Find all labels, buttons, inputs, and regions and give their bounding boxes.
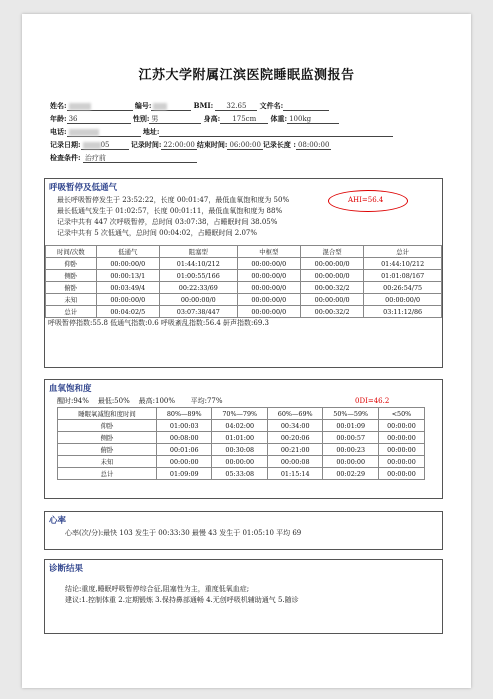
table-cell: 00:00:00	[378, 468, 424, 480]
id-value	[151, 101, 191, 111]
table-cell: 00:00:32/2	[300, 306, 363, 318]
table-header-cell: 60%—69%	[267, 408, 322, 420]
table-cell: 00:00:00	[157, 456, 212, 468]
name-label: 姓名:	[50, 101, 67, 110]
spo2-average: 平均:77%	[190, 397, 223, 405]
table-cell: 00:34:00	[267, 420, 322, 432]
table-cell: 00:30:08	[212, 444, 267, 456]
redacted-mark	[69, 129, 99, 136]
table-row	[58, 444, 425, 456]
table-row	[58, 420, 425, 432]
height-label: 身高:	[203, 114, 221, 123]
table-header-cell: 总计	[364, 246, 442, 258]
table-header-cell: 70%—79%	[212, 408, 267, 420]
table-header-cell: 中枢型	[237, 246, 300, 258]
redacted-mark	[83, 142, 101, 149]
table-cell: 00:00:00/0	[237, 270, 300, 282]
table-cell: 01:00:55/166	[159, 270, 237, 282]
resp-indices: 呼吸暂停指数:55.8 低通气指数:0.6 呼吸紊乱指数:56.4 鼾声指数:69.3	[48, 319, 269, 327]
bmi-value: 32.65	[215, 101, 257, 111]
table-cell: 仰卧	[58, 420, 157, 432]
spo2-highest: 最高:100%	[138, 397, 176, 405]
table-row	[46, 294, 442, 306]
ahi-value: AHI=56.4	[348, 196, 384, 204]
table-cell: 00:20:06	[267, 432, 322, 444]
info-row-4	[50, 140, 450, 150]
table-cell: 00:00:00/0	[96, 258, 159, 270]
height-value: 175cm	[220, 114, 268, 124]
table-cell: 03:07:38/447	[159, 306, 237, 318]
table-row	[58, 432, 425, 444]
table-header-cell: 睡眠氧减饱和度时间	[58, 408, 157, 420]
date-value: 05	[81, 140, 129, 150]
table-cell: 00:00:00	[378, 444, 424, 456]
sex-value: 男	[149, 114, 201, 124]
table-cell: 00:00:00/0	[300, 258, 363, 270]
table-cell: 00:00:00/0	[237, 306, 300, 318]
table-cell: 00:26:54/75	[364, 282, 442, 294]
table-cell: 00:00:00	[378, 456, 424, 468]
table-cell: 00:00:00/0	[96, 294, 159, 306]
spo2-section	[44, 379, 443, 499]
table-cell: 00:00:00/0	[237, 258, 300, 270]
table-cell: 00:02:29	[323, 468, 378, 480]
age-label: 年龄:	[50, 114, 67, 123]
spo2-table	[57, 407, 425, 480]
diagnosis-conclusion: 结论:重度,睡眠呼吸暂停综合征,阻塞性为主，重度低氧血症;	[65, 585, 250, 593]
table-cell: 01:01:08/167	[364, 270, 442, 282]
table-cell: 00:00:57	[323, 432, 378, 444]
table-cell: 05:33:08	[212, 468, 267, 480]
table-cell: 00:08:00	[157, 432, 212, 444]
odi-value: 0DI=46.2	[355, 397, 390, 405]
age-value: 36	[67, 114, 131, 124]
redacted-mark	[153, 103, 167, 110]
info-row-2	[50, 114, 450, 124]
table-header-cell: 阻塞型	[159, 246, 237, 258]
file-label: 文件名:	[259, 101, 284, 110]
table-cell: 侧卧	[58, 432, 157, 444]
table-cell: 仰卧	[46, 258, 97, 270]
table-cell: 00:00:00	[378, 432, 424, 444]
table-cell: 01:00:03	[157, 420, 212, 432]
table-cell: 总计	[46, 306, 97, 318]
bmi-label: BMI:	[193, 101, 214, 110]
table-cell: 04:02:00	[212, 420, 267, 432]
address-label: 地址:	[142, 127, 160, 136]
diagnosis-advice: 建议:1.控制体重 2.定期锻炼 3.保持鼻部通畅 4.无创呼吸机辅助通气 5.随诊	[65, 596, 299, 604]
table-cell: 俯卧	[58, 444, 157, 456]
heart-rate-section	[44, 511, 443, 550]
table-cell: 01:01:00	[212, 432, 267, 444]
table-cell: 00:00:00	[212, 456, 267, 468]
diagnosis-heading: 诊断结果	[49, 564, 84, 574]
resp-line-2: 最长低通气发生于 01:02:57，长度 00:01:11，最低血氧饱和度为 88%	[57, 207, 283, 215]
id-label: 编号:	[134, 101, 152, 110]
table-cell: 00:04:02/5	[96, 306, 159, 318]
table-cell: 未知	[46, 294, 97, 306]
table-cell: 00:21:00	[267, 444, 322, 456]
table-row	[58, 456, 425, 468]
table-cell: 01:44:10/212	[159, 258, 237, 270]
file-value	[283, 101, 329, 111]
spo2-summary	[45, 396, 442, 407]
table-cell: 00:00:00/0	[300, 270, 363, 282]
rec-len-value: 08:00:00	[297, 141, 330, 149]
table-header-cell: 时间/次数	[46, 246, 97, 258]
table-header-cell: 混合型	[300, 246, 363, 258]
spo2-awake: 醒时:94%	[57, 397, 89, 405]
resp-line-3: 记录中共有 447 次呼吸暂停，总时间 03:07:38，占睡眠时间 38.05%	[57, 218, 278, 226]
redacted-mark	[69, 103, 91, 110]
table-cell: 俯卧	[46, 282, 97, 294]
spo2-heading: 血氧饱和度	[49, 384, 92, 394]
table-cell: 侧卧	[46, 270, 97, 282]
table-cell: 01:09:09	[157, 468, 212, 480]
heart-rate-line: 心率(次/分):最快 103 发生于 00:33:30 最慢 43 发生于 01:05:10 平均 69	[65, 529, 302, 537]
table-header-row	[46, 246, 442, 258]
table-cell: 01:15:14	[267, 468, 322, 480]
table-cell: 01:44:10/212	[364, 258, 442, 270]
weight-value: 100kg	[287, 114, 339, 124]
date-label: 记录日期:	[50, 140, 81, 149]
table-cell: 00:00:00/0	[237, 282, 300, 294]
rec-time-value: 22:00:00	[163, 141, 195, 149]
table-cell: 00:00:32/2	[300, 282, 363, 294]
resp-line-4: 记录中共有 5 次低通气，总时间 00:04:02，占睡眠时间 2.07%	[57, 229, 258, 237]
table-row	[46, 258, 442, 270]
table-cell: 00:00:00/0	[364, 294, 442, 306]
table-cell: 00:00:00	[323, 456, 378, 468]
table-cell: 00:00:00	[378, 420, 424, 432]
respiration-table	[45, 245, 442, 318]
table-cell: 未知	[58, 456, 157, 468]
rec-len-label: 记录长度 :	[262, 140, 296, 149]
report-title: 江苏大学附属江滨医院睡眠监测报告	[138, 68, 355, 83]
info-row-1	[50, 101, 450, 111]
table-cell: 00:00:00/0	[159, 294, 237, 306]
table-row	[58, 468, 425, 480]
info-row-3	[50, 127, 450, 137]
table-row	[46, 270, 442, 282]
rec-time-label: 记录时间:	[130, 140, 162, 149]
table-row	[46, 306, 442, 318]
exam-label: 检查条件:	[50, 153, 81, 162]
address-value	[159, 127, 393, 137]
resp-line-1: 最长呼吸暂停发生于 23:52:22，长度 00:01:47，最低血氧饱和度为 50%	[57, 196, 290, 204]
table-cell: 总计	[58, 468, 157, 480]
table-row	[46, 282, 442, 294]
table-cell: 00:22:33/69	[159, 282, 237, 294]
table-cell: 00:00:00/0	[300, 294, 363, 306]
respiration-heading: 呼吸暂停及低通气	[49, 183, 118, 193]
table-cell: 00:03:49/4	[96, 282, 159, 294]
table-cell: 00:00:00/0	[237, 294, 300, 306]
table-cell: 00:00:13/1	[96, 270, 159, 282]
table-cell: 00:00:08	[267, 456, 322, 468]
table-cell: 03:11:12/86	[364, 306, 442, 318]
table-cell: 00:01:09	[323, 420, 378, 432]
end-time-value: 06:00:00	[229, 141, 261, 149]
phone-value	[67, 127, 141, 137]
heart-rate-heading: 心率	[49, 516, 67, 526]
table-header-cell: <50%	[378, 408, 424, 420]
table-cell: 00:00:23	[323, 444, 378, 456]
end-time-label: 结束时间:	[196, 140, 228, 149]
table-header-cell: 低通气	[96, 246, 159, 258]
table-cell: 00:01:06	[157, 444, 212, 456]
spo2-lowest: 最低:50%	[97, 397, 130, 405]
table-header-cell: 50%—59%	[323, 408, 378, 420]
sex-label: 性别:	[132, 114, 150, 123]
name-value	[67, 101, 133, 111]
phone-label: 电话:	[50, 127, 67, 136]
exam-value: 治疗前	[83, 153, 197, 163]
table-header-row	[58, 408, 425, 420]
weight-label: 体重:	[270, 114, 288, 123]
table-header-cell: 80%—89%	[157, 408, 212, 420]
diagnosis-section	[44, 559, 443, 634]
info-row-5	[50, 153, 450, 163]
